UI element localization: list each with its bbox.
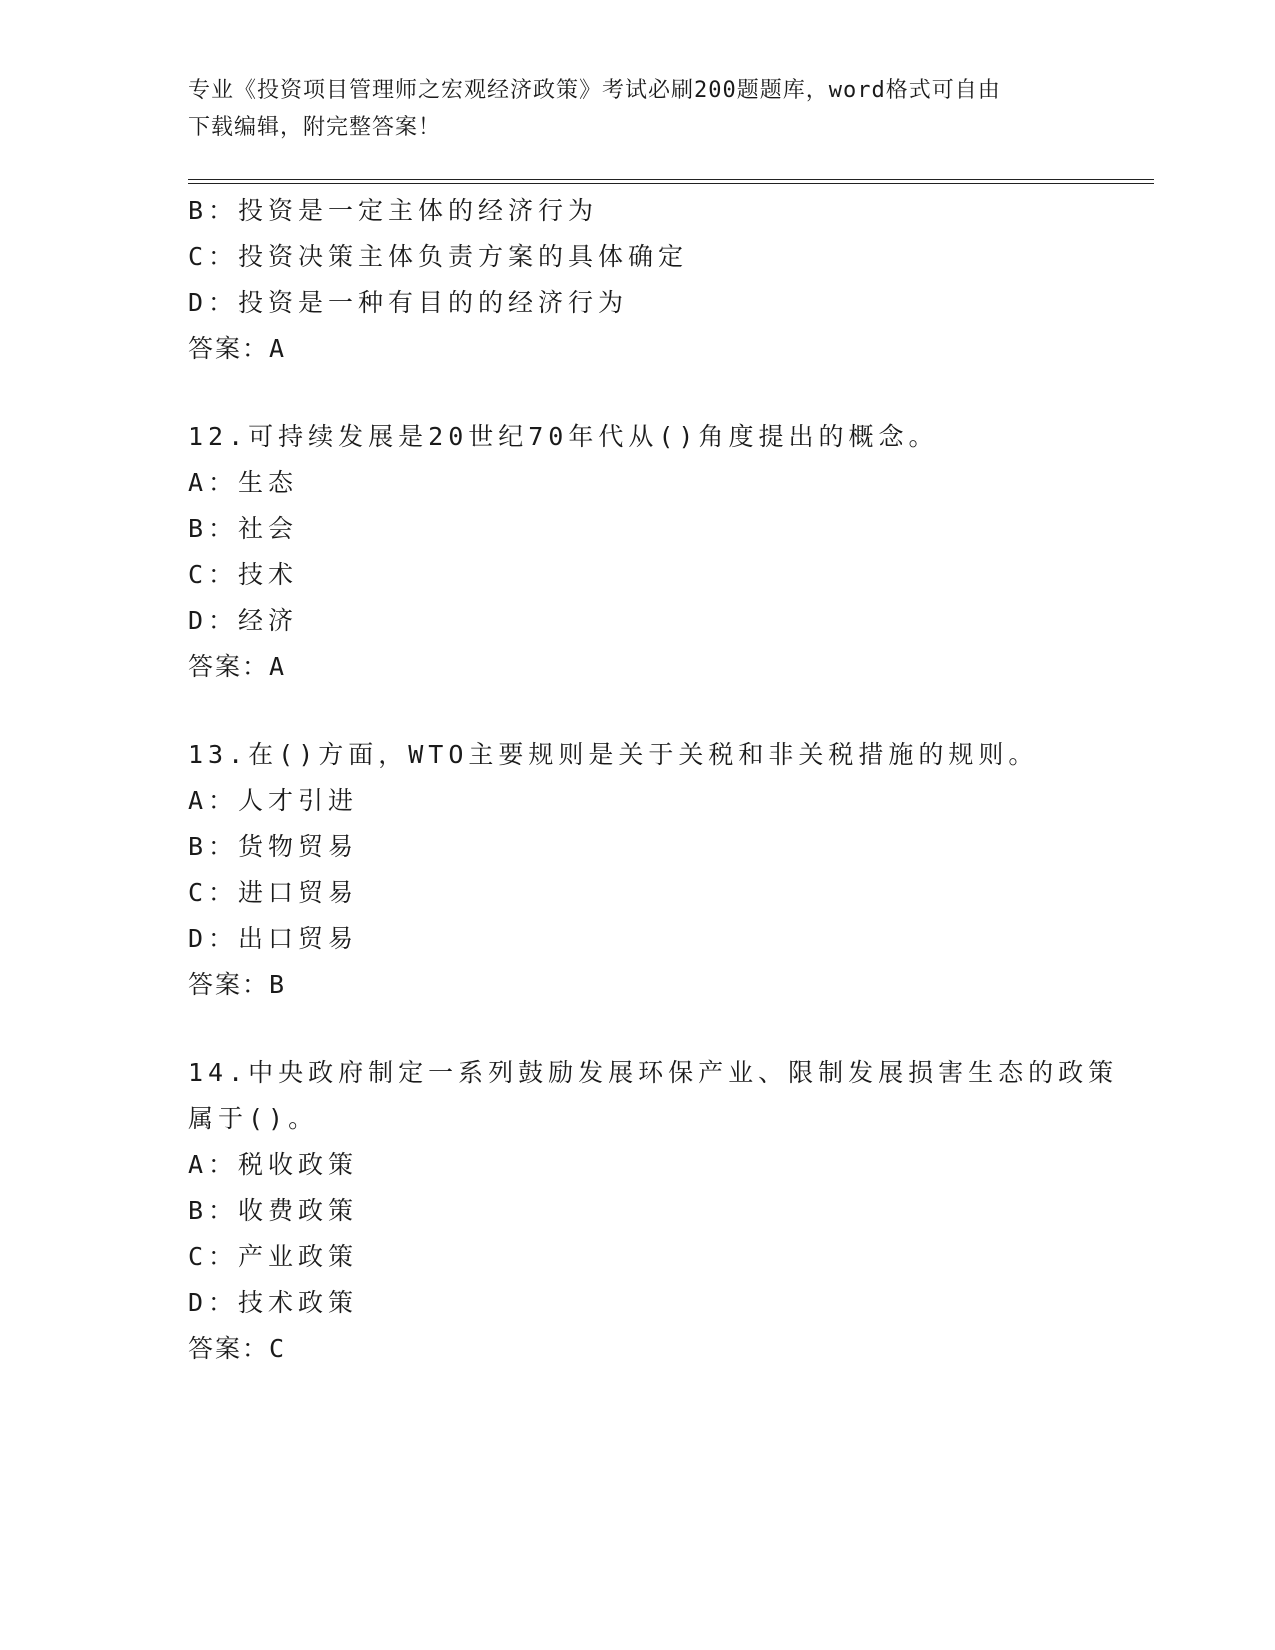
- answer: 答案：C: [188, 1334, 287, 1363]
- header-rule-thin: [188, 179, 1154, 180]
- question-text-line-2: 属于()。: [188, 1104, 319, 1133]
- header-line-1: 专业《投资项目管理师之宏观经济政策》考试必刷200题题库，word格式可自由: [188, 78, 1001, 103]
- option-c: C：技术: [188, 560, 299, 589]
- question-11-tail: [188, 188, 1088, 372]
- question-12: [188, 414, 1088, 690]
- option-b: B：投资是一定主体的经济行为: [188, 196, 599, 225]
- header-line-2: 下载编辑，附完整答案！: [188, 115, 442, 140]
- option-b: B：货物贸易: [188, 832, 359, 861]
- option-d: D：出口贸易: [188, 924, 359, 953]
- option-a: A：人才引进: [188, 786, 359, 815]
- header-rule-thick: [188, 183, 1154, 184]
- question-13: [188, 732, 1088, 1008]
- option-a: A：生态: [188, 468, 299, 497]
- option-b: B：收费政策: [188, 1196, 359, 1225]
- option-b: B：社会: [188, 514, 299, 543]
- option-c: C：投资决策主体负责方案的具体确定: [188, 242, 689, 271]
- option-d: D：经济: [188, 606, 299, 635]
- answer: 答案：B: [188, 970, 287, 999]
- question-text: 13.在()方面，WTO主要规则是关于关税和非关税措施的规则。: [188, 740, 1039, 769]
- question-text: 12.可持续发展是20世纪70年代从()角度提出的概念。: [188, 422, 939, 451]
- option-c: C：产业政策: [188, 1242, 359, 1271]
- question-list: [188, 188, 1119, 1372]
- answer: 答案：A: [188, 334, 287, 363]
- document-header: [188, 72, 1088, 146]
- answer: 答案：A: [188, 652, 287, 681]
- option-c: C：进口贸易: [188, 878, 359, 907]
- question-14: [188, 1050, 1119, 1372]
- option-d: D：技术政策: [188, 1288, 359, 1317]
- spacer: [188, 690, 1088, 732]
- spacer: [188, 372, 1088, 414]
- spacer: [188, 1008, 1088, 1050]
- option-a: A：税收政策: [188, 1150, 359, 1179]
- option-d: D：投资是一种有目的的经济行为: [188, 288, 629, 317]
- question-text-line-1: 14.中央政府制定一系列鼓励发展环保产业、限制发展损害生态的政策: [188, 1058, 1119, 1087]
